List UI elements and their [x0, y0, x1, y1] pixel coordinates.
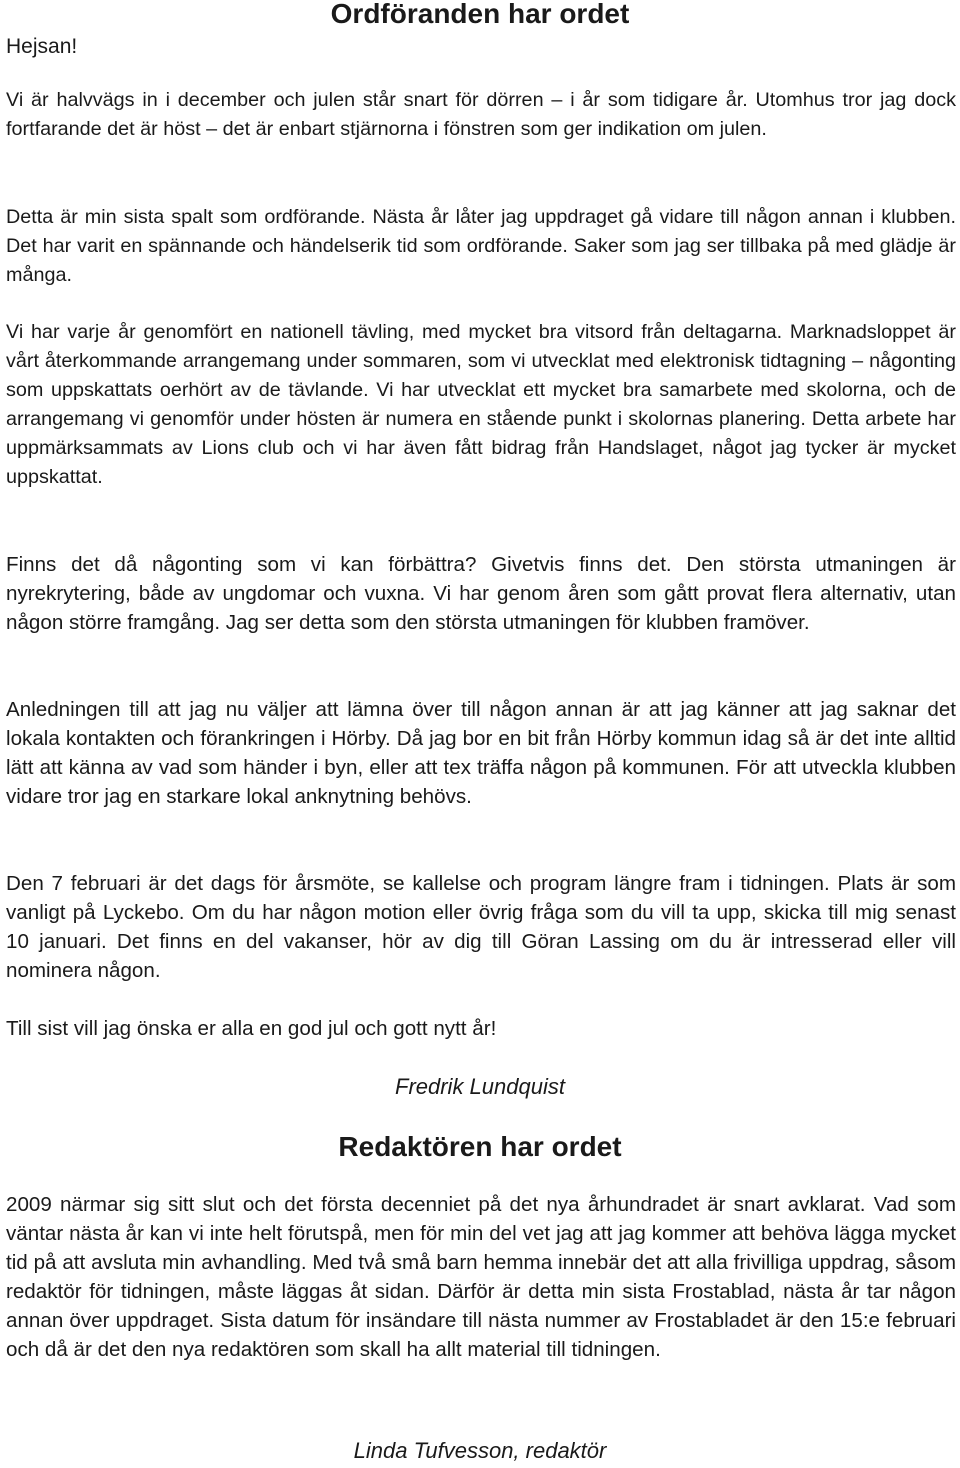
- paragraph: Finns det då någonting som vi kan förbättra? Givetvis finns det. Den största utmaningen är nyrekrytering, både av ungdomar och vuxna. Vi har genom åren som gått provat flera alternativ, utan någon större framgång. Jag ser detta som den största utmaningen för klubben framöver.: [6, 553, 956, 634]
- section-title-editor: Redaktören har ordet: [338, 1131, 622, 1162]
- paragraph: Detta är min sista spalt som ordförande. Nästa år låter jag uppdraget gå vidare till någon annan i klubben. Det har varit en spännande och händelserik tid som ordförande. Saker som jag ser tillbaka på med glädje är många.: [6, 206, 956, 286]
- paragraph: Anledningen till att jag nu väljer att lämna över till någon annan är att jag känner att jag saknar det lokala kontakten och förankringen i Hörby. Då jag bor en bit från Hörby kommun idag så är det inte alltid lätt att känna av vad som händer i byn, eller att tex träffa någon på kommunen. För att utveckla klubben vidare tror jag en starkare lokal anknytning behövs.: [6, 698, 956, 808]
- paragraph: Till sist vill jag önska er alla en god jul och gott nytt år!: [6, 1017, 497, 1040]
- section-title-chairman-text: Ordföranden har ordet: [330, 0, 630, 29]
- paragraph: 2009 närmar sig sitt slut och det första decenniet på det nya århundradet är snart avklarat. Vad som väntar nästa år kan vi inte helt förutspå, men för min del vet jag att jag kommer att behöva lägga mycket tid på att avsluta min avhandling. Med två små barn hemma innebär det att alla frivilliga uppdrag, såsom redaktör för tidningen, måste läggas åt sidan. Därför är detta min sista Frostablad, nästa år tar någon annan över uppdraget. Sista datum för insändare till nästa nummer av Frostabladet är den 15:e februari och då är det den nya redaktören som skall ha allt material till tidningen.: [6, 1193, 956, 1361]
- greeting: Hejsan!: [6, 35, 78, 58]
- section-title-chairman: [0, 0, 960, 30]
- paragraph: Den 7 februari är det dags för årsmöte, se kallelse och program längre fram i tidningen. Plats är som vanligt på Lyckebo. Om du har någon motion eller övrig fråga som du vill ta upp, skicka till mig senast 10 januari. Det finns en del vakanser, hör av dig till Göran Lassing om du är intresserad eller vill nominera någon.: [6, 872, 956, 982]
- signature-chairman: Fredrik Lundquist: [395, 1074, 565, 1099]
- paragraph: Vi har varje år genomfört en nationell tävling, med mycket bra vitsord från deltagarna. Marknadsloppet är vårt återkommande arrangemang under sommaren, som vi utvecklat med elektronisk tidtagning – någonting som uppskattats oerhört av de tävlande. Vi har utvecklat ett mycket bra samarbete med skolorna, och de arrangemang vi genomför under hösten är numera en stående punkt i skolornas planering. Detta arbete har uppmärksammats av Lions club och vi har även fått bidrag från Handslaget, något jag tycker är mycket uppskattat.: [6, 321, 956, 488]
- signature-editor: Linda Tufvesson, redaktör: [353, 1438, 607, 1463]
- paragraph: Vi är halvvägs in i december och julen står snart för dörren – i år som tidigare år. Utomhus tror jag dock fortfarande det är höst – det är enbart stjärnorna i fönstren som ger indikation om julen.: [6, 89, 956, 140]
